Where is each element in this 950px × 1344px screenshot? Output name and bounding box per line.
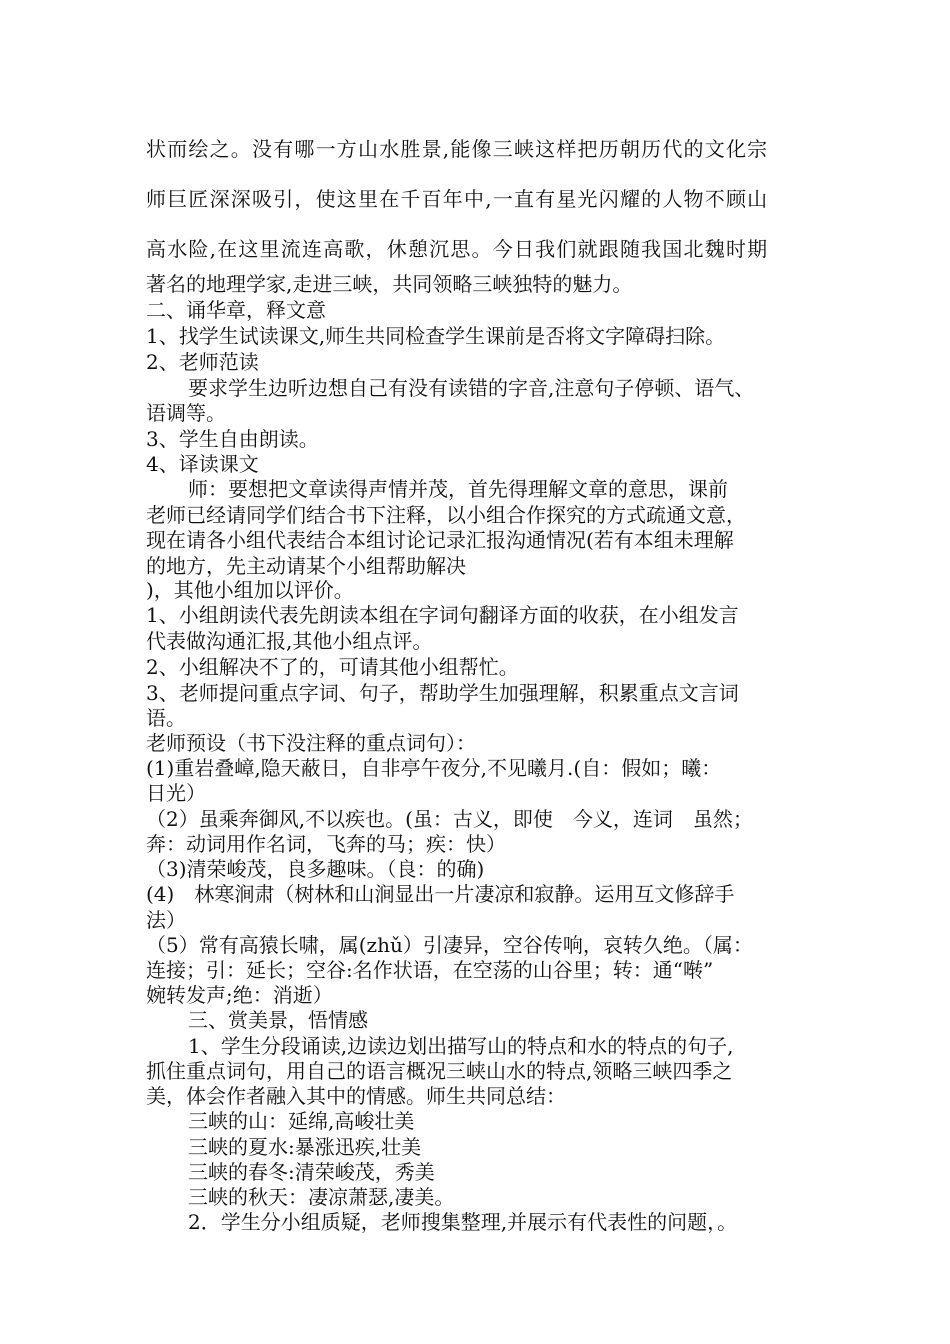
- section-heading: 二、诵华章，释文意: [146, 298, 326, 322]
- text-line: 三峡的夏水:暴涨迅疾,壮美: [188, 1135, 422, 1159]
- text-line: 2、小组解决不了的，可请其他小组帮忙。: [146, 655, 519, 679]
- text-line: 状而绘之。没有哪一方山水胜景,能像三峡这样把历朝历代的文化宗: [146, 137, 769, 161]
- text-line: )，其他小组加以评价。: [146, 578, 354, 602]
- text-line: 要求学生边听边想自己有没有读错的字音,注意句子停顿、语气、: [188, 376, 755, 400]
- section-heading: 三、赏美景，悟情感: [188, 1008, 368, 1032]
- text-line: 的地方，先主动请某个小组帮助解决: [146, 554, 466, 578]
- text-line: 老师预设（书下没注释的重点词句）：: [146, 731, 476, 755]
- text-line: （2）虽乘奔御风,不以疾也。(虽：古义，即使 今义，连词 虽然；: [146, 807, 753, 831]
- text-line: 三峡的秋天：凄凉萧瑟,凄美。: [188, 1185, 455, 1209]
- text-line: 2．学生分小组质疑，老师搜集整理,并展示有代表性的问题，。: [188, 1210, 738, 1234]
- text-line: 3、老师提问重点字词、句子，帮助学生加强理解，积累重点文言词: [146, 681, 739, 705]
- text-line: 语调等。: [146, 401, 226, 425]
- text-line: 美，体会作者融入其中的情感。师生共同总结：: [146, 1084, 566, 1108]
- text-line: (4) 林寒涧肃（树林和山涧显出一片凄凉和寂静。运用互文修辞手: [146, 882, 735, 906]
- text-line: 代表做沟通汇报,其他小组点评。: [146, 629, 433, 653]
- text-line: 1、小组朗读代表先朗读本组在字词句翻译方面的收获，在小组发言: [146, 603, 739, 627]
- text-line: 1、找学生试读课文,师生共同检查学生课前是否将文字障碍扫除。: [146, 324, 726, 348]
- text-line: 师巨匠深深吸引，使这里在千百年中,一直有星光闪耀的人物不顾山: [146, 187, 769, 211]
- text-line: (1)重岩叠嶂,隐天蔽日，自非亭午夜分,不见曦月.(自：假如；曦：: [146, 756, 722, 780]
- text-line: 法）: [146, 908, 186, 932]
- text-line: 婉转发声;绝：消逝）: [146, 983, 333, 1007]
- text-line: 4、译读课文: [146, 452, 259, 476]
- text-line: 语。: [146, 706, 186, 730]
- text-line: 1、学生分段诵读,边读边划出描写山的特点和水的特点的句子,: [188, 1034, 734, 1058]
- text-line: 师：要想把文章读得声情并茂，首先得理解文章的意思，课前: [188, 477, 728, 501]
- text-line: 高水险,在这里流连高歌，休憩沉思。今日我们就跟随我国北魏时期: [146, 237, 769, 261]
- text-line: 老师已经请同学们结合书下注释，以小组合作探究的方式疏通文意，: [146, 503, 746, 527]
- text-line: 2、老师范读: [146, 350, 259, 374]
- text-line: 著名的地理学家,走进三峡，共同领略三峡独特的魅力。: [146, 272, 633, 296]
- text-line: 三峡的山：延绵,高峻壮美: [188, 1109, 415, 1133]
- text-line: （3)清荣峻茂，良多趣味。（良：的确): [146, 857, 485, 881]
- text-line: 奔：动词用作名词，飞奔的马；疾：快）: [146, 832, 506, 856]
- text-line: 日光）: [146, 781, 206, 805]
- text-line: 三峡的春冬:清荣峻茂，秀美: [188, 1160, 435, 1184]
- text-line: （5）常有高猿长啸，属(zhǔ）引凄异，空谷传响，哀转久绝。（属：: [146, 933, 753, 957]
- text-line: 现在请各小组代表结合本组讨论记录汇报沟通情况(若有本组未理解: [146, 528, 734, 552]
- text-line: 3、学生自由朗读。: [146, 427, 319, 451]
- text-line: 抓住重点词句，用自己的语言概况三峡山水的特点,领略三峡四季之: [146, 1059, 733, 1083]
- text-line: 连接；引：延长；空谷:名作状语，在空荡的山谷里；转：通“啭”: [146, 958, 714, 982]
